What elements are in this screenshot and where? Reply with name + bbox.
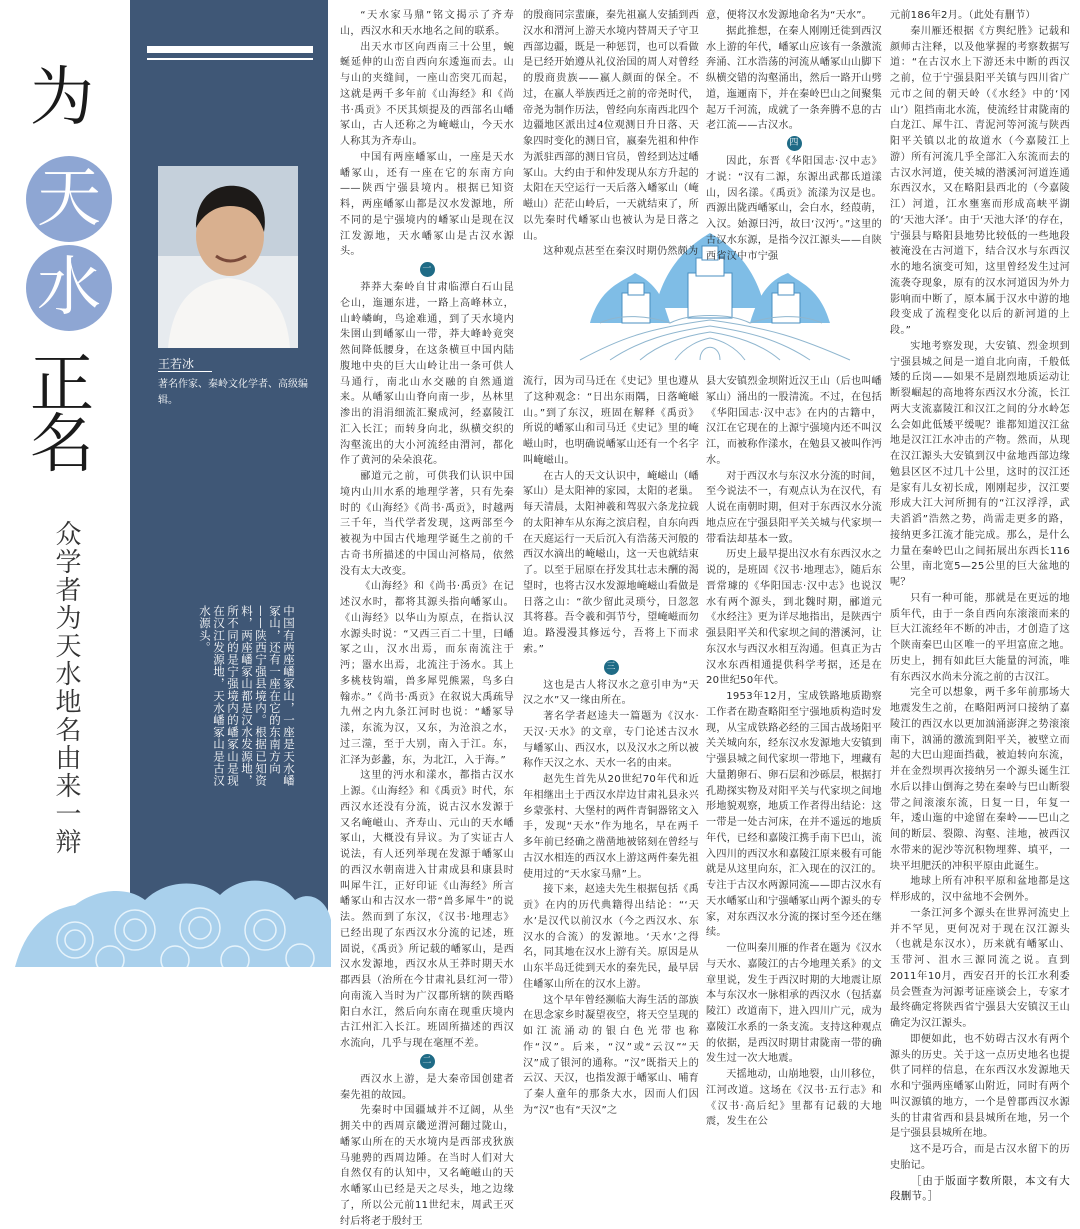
article-paragraph: 1953年12月，宝成铁路地质勘察工作者在勘查略阳至宁强地质构造时发现，从宝成铁路必经的三国古战场阳平关关城向东，经东汉水发源地大安镇到宁强县城之间代家坝一带地下，埋藏有大量鹅卵石、卵石层和沙砾层，根据打孔勘探实物及对阳平关与代家坝之间地形地貌观察，地质工作者得出结论：这一带是一处古河床，在并不遥远的地质年代，已经和嘉陵江携手南下巴山，流入四川的西汉水和嘉陵江原来极有可能就是从这里向东，汇入现在的汉江的。专注于古汉水两源同流——即古汉水有天水嶓冢山和宁强嶓冢山两个源头的专家，对东西汉水分流的探讨至今还在继续。 [706, 691, 882, 939]
author-name: 王若冰 [158, 357, 195, 371]
article-paragraph: 赵先生首先从20世纪70年代和近年相继出土于西汉水岸边甘肃礼县永兴乡蒙张村、大堡村的两件青铜器铭文入手，发现“天水”作为地名，早在两千多年前已经确之凿凿地被铭刻在曾经与古汉水相连的西汉水上游这两件秦先祖使用过的“天水家马鼎”上。 [523, 774, 699, 880]
article-paragraph: 西汉水上游，是大秦帝国创建者秦先祖的故园。 [340, 1073, 514, 1101]
divider [158, 371, 212, 372]
editor-note: ［由于版面字数所限，本文有大段删节。］ [890, 1174, 1070, 1203]
article-column-2-bottom [523, 374, 699, 1119]
article-paragraph: 一位叫秦川雁的作者在题为《汉水与天水、嘉陵江的古今地理关系》的文章里说，发生于西汉时期的大地震让原本与东汉水一脉相承的西汉水（包括嘉陵江）改道南下，进入四川广元，成为嘉陵江水系的一条支流。支持这种观点的依据，是西汉时期甘肃陇南一带的确发生过一次大地震。 [706, 943, 882, 1065]
article-paragraph: 著名学者赵逵夫一篇题为《汉水·天汉·天水》的文章，专门论述古汉水与嶓冢山、西汉水，以及汉水之所以被称作天汉之水、天水一名的由来。 [523, 711, 699, 770]
article-paragraph: 这种观点甚至在秦汉时期仍然颇为 [543, 246, 699, 258]
article-paragraph: 这不是巧合，而是古汉水留下的历史胎记。 [890, 1144, 1070, 1171]
subheadline: 众学者为天水地名由来一辩 [51, 520, 81, 856]
article-paragraph: 这也是古人将汉水之意引申为“天汉之水”又一缘由所在。 [523, 679, 699, 707]
article-column-4 [890, 8, 1070, 1205]
article-paragraph: 因此，东晋《华阳国志·汉中志》才说：“汉有二源，东源出武都氐道漾山，因名漾。《禹贡》流漾为汉是也。西源出陇西嶓冢山，会白水，经葭萌，入汉。始源曰沔，故曰‘汉沔’。”这里的古汉水东源，是指今汉江源头——自陕西省汉中市宁强 [706, 156, 882, 262]
decorative-rule [147, 58, 313, 60]
article-paragraph: 先秦时中国疆域并不辽阔，从坐拥关中的西周京畿逆渭河翻过陇山，嶓冢山所在的天水境内是西部戎狄族马驰骋的西周边陲。在当时人们对大自然仅有的认知中，又名崦嵫山的天水嶓冢山已经是天之尽头，地之边缘了，所以公元前11世纪末，周武王灭纣后将老于殷纣王 [340, 1105, 514, 1227]
article-column-3-bottom [706, 374, 882, 1130]
headline-strip [0, 0, 130, 967]
section-number-marker: 四 [787, 136, 802, 151]
author-photo [158, 166, 298, 348]
section-number-marker: 二 [420, 1054, 435, 1069]
section-number-marker: 一 [420, 262, 435, 277]
article-paragraph: 县大安镇烈金坝附近汉王山（后也叫嶓冢山）涌出的一股清流。不过，在包括《华阳国志·汉中志》在内的古籍中，汉江在它现在的上源宁强境内还不叫汉江，而被称作漾水，在勉县又被叫作沔水。 [706, 376, 882, 466]
article-column-1 [340, 8, 514, 1229]
headline-char-circled: 水 [26, 245, 112, 331]
article-column-2-top [523, 8, 699, 260]
article-paragraph: 这里的沔水和漾水，都指古汉水上源。《山海经》和《禹贡》时代，东西汉水还没有分流，说古汉水发源于又名崦嵫山、齐寿山、元山的天水嶓冢山，大概没有异议。为了实证古人说法，有人还列举现在发源于嶓冢山的西汉水朝南进入甘肃成县和康县时叫犀牛江，正好印证《山海经》所言嶓冢山和古汉水一带“兽多犀牛”的说法。然而到了东汉，《汉书·地理志》已经出现了东西汉水分流的记述，班固说，《禹贡》所记载的嶓冢山，是西汉水发源地，西汉水从王莽时期天水郡西县（治所在今甘肃礼县红河一带）向南流入当时为广汉郡所辖的陕西略阳白水江，然后向东南在现重庆境内古江州汇入长江。班固所描述的西汉水流向，几乎与现在毫厘不差。 [340, 770, 514, 1049]
headline-char-circled: 天 [26, 156, 112, 242]
article-paragraph: 郦道元之前，可供我们认识中国境内山川水系的地理学著，只有先秦时的《山海经》《尚书·禹贡》，时越两三千年，当代学者发现，这两部至今被视为中国古代地理学诞生之前的千古奇书所描述的中国山河格局，依然没有太大改变。 [340, 471, 514, 577]
headline-char: 正 [30, 348, 94, 422]
article-paragraph: 秦川雁还根据《方舆纪胜》记载和颜师古注释，以及他掌握的考察数据写道：“在古汉水上下游还未中断的西汉之前，位于宁强县阳平关镇与四川省广元市之间的朝天岭（《水经》中的‘冈山’）阻挡南北水流，使流经甘肃陇南的白龙江、犀牛江、青泥河等河流与陕西阳平关镇以北的故道水（今嘉陵江上游）所有河流几乎全部汇入东流而去的古汉水河道，使关城的潜溪河河道连通东西汉水，又在略阳县西北的（今嘉陵江）河道，江水壅塞而形成高峡平湖的‘天池大泽’。由于‘天池大泽’的存在，宁强县与略阳县地势比较低的一些地段被淹没在古河道下，结合汉水与东西汉水的地名演变可知，这里曾经发生过河流袭夺现象，原有的汉水河道因为外力影响而中断了，原本属于汉水中游的地段变成了流程变化以后的新河道的上段。” [890, 25, 1070, 336]
author-panel [130, 0, 328, 967]
wave-decoration [15, 860, 335, 967]
intro-text: 中国有两座嶓冢山，一座是天水嶓冢山，还有一座在它的东南方向——陕西宁强县境内。根据已知资料，两座嶓冢山都是汉水发源地，所不同的是宁强境内的嶓冢山是现在汉江发源地，天水嶓冢山是古汉水源头。 [198, 605, 296, 787]
article-paragraph: 对于西汉水与东汉水分流的时间，至今说法不一，有观点认为在汉代，有人说在南朝时期，但对于东西汉水分流地点应在宁强县阳平关关城与代家坝一带看法却基本一致。 [706, 470, 882, 545]
article-paragraph: 这个早年曾经濒临大海生活的部族在思念家乡时凝望夜空，将天空呈现的如江流涌动的银白色光带也称作“汉”。后来，“汉”或“云汉”“天汉”成了银河的通称。“汉”既指天上的云汉、天汉，也指发源于嶓冢山、哺育了秦人童年的那条大水，因而人们因为“汉”也有“天汉”之 [523, 994, 699, 1116]
article-paragraph: 只有一种可能，那就是在更远的地质年代，由于一条自西向东滚滚而来的巨大江流经年不断的冲击，才创造了这个陕南秦巴山区唯一的平坦富庶之地。历史上，拥有如此巨大能量的河流，唯有东西汉水尚未分流之前的古汉江。 [890, 592, 1070, 683]
article-paragraph: 一条江河多个源头在世界河流史上并不罕见，更何况对于现在汉江源头（也就是东汉水），历来就有嶓冢山、玉带河、沮水三源同流之说。直到2011年10月，西安召开的长江水利委员会暨查为河源考证座谈会上，专家才最终确定将陕西省宁强县大安镇汉王山确定为汉江源头。 [890, 907, 1070, 1029]
article-paragraph: 据此推想，在秦人刚刚迁徙到西汉水上游的年代，嶓冢山应该有一条激流奔涌、江水浩荡的河流从嶓冢山山脚下纵横交错的沟壑涌出，然后一路开山劈道，迤逦南下，并在秦岭巴山之间聚集起万千河流，成就了一条奔腾不息的古老江流——古汉水。 [706, 25, 882, 132]
article-paragraph: 流行，因为司马迁在《史记》里也遵从了这种观念：“日出东雨隅，日落崦嵫山。”到了东汉，班固在解释《禹贡》所说的嶓冢山和司马迁《史记》里的崦嵫山时，也明确说嶓冢山还有一个名字叫崦嵫山。 [523, 376, 699, 466]
article-paragraph: 完全可以想象，两千多年前那场大地震发生之前，在略阳两河口接纳了嘉陵江的西汉水以更加汹涌澎湃之势滚滚南下，汹涌的激流到阳平关，被壁立而起的大巴山迎面挡截，被迫转向东流，并在金烈坝再次接纳另一个源头诞生江水后以排山倒海之势在秦岭与巴山断裂带之间滚滚东流，日复一日，年复一年，逶山迤的中途留在秦岭——巴山之间的断层、裂隙、沟壑、洼地，被西汉水带来的泥沙等沉积物埋葬、填平，一块平坦肥沃的冲积平原由此诞生。 [890, 687, 1070, 872]
article-paragraph: 地球上所有冲积平原和盆地都是这样形成的，汉中盆地不会例外。 [890, 876, 1070, 903]
article-paragraph: 莽莽大秦岭自甘肃临潭白石山昆仑山，迤逦东进，一路上高峰林立，山岭嶙峋，鸟途难通，到了天水境内朱圉山到嶓冢山一带，莽大峰岭竟突然间降低腰身，在这条横亘中国内陆腹地中央的巨大山岭让出一条可供人马通行，南北山水交融的自然通道来。从嶓冢山山脊向南一步，丛林里渗出的涓涓细流汇聚成河，经嘉陵江汇入长江；而转身向北，纵横交织的沟壑流出的大小河流经由渭河，都化作了黄河的朵朵浪花。 [340, 282, 514, 467]
decorative-rule [147, 46, 313, 53]
author-description: 著名作家、秦岭文化学者、高级编辑。 [158, 379, 308, 406]
article-paragraph: “天水家马鼎”铭文揭示了齐寿山，西汉水和天水地名之间的联系。 [340, 10, 514, 37]
headline-char: 为 [30, 61, 94, 135]
article-paragraph: 意，便将汉水发源地命名为“天水”。 [706, 10, 873, 21]
article-paragraph: 接下来，赵逵夫先生根据包括《禹贡》在内的历代典籍得出结论：“‘天水’是汉代以前汉水（今之西汉水、东汉水的合流）的发源地。‘天水’之得名，同其地在汉水上游有关。原因是从山东半岛迁徙到天水的秦先民，最早居住嶓冢山所在的汉水上游。 [523, 884, 699, 990]
article-paragraph: 中国有两座嶓冢山，一座是天水嶓冢山，还有一座在它的东南方向——陕西宁强县境内。根据已知资料，两座嶓冢山都是汉水发源地，所不同的是宁强境内的嶓冢山是现在汉江发源地，天水嶓冢山是古汉水源头。 [340, 151, 514, 258]
article-paragraph: 《山海经》和《尚书·禹贡》在记述汉水时，都将其源头指向嶓冢山。《山海经》以华山为原点，在指认汉水源头时说：“又西三百二十里，曰嶓冢之山，汉水出焉，而东南流注于沔；嚣水出焉，北流注于汤水。其上多桃枝钩端，兽多犀兕熊罴，鸟多白翰赤。”《尚书·禹贡》在叙说大禹疏导九州之内九条江河时也说：“嶓冢导漾，东流为汉，又东，为沧浪之水，过三澨，至于大别，南入于江。东，汇泽为彭蠡，东，为北江，入于海。” [340, 581, 514, 766]
headline-char: 名 [30, 408, 94, 482]
article-paragraph: 历史上最早提出汉水有东西汉水之说的，是班固《汉书·地理志》，随后东晋常璩的《华阳国志·汉中志》也说汉水有两个源头，到北魏时期，郦道元《水经注》更为详尽地指出，是陕西宁强县阳平关和代家坝之间的潜溪河，让东汉水与西汉水相互沟通。但真正为古汉水东西相通提供科学考据，还是在20世纪50年代。 [706, 549, 882, 687]
article-paragraph: 即便如此，也不妨碍古汉水有两个源头的历史。关于这一点历史地名也提供了同样的信息，在东西汉水发源地天水和宁强两座嶓冢山附近，同时有两个叫汉源镇的地方，一个是曾郡西汉水源头的甘肃省西和县县城所在地，另一个是宁强县县城所在地。 [890, 1033, 1070, 1140]
article-paragraph: 的殷商同宗蜚廉，秦先祖嬴人安插到西汉水和渭河上游天水境内替周天子守卫西部边疆，既是一种惩罚，也可以看做是已经开始遵从礼仪治国的周人对曾经的殷商贵族——嬴人颜面的保全。不过，在嬴人举族西迁之前的帝尧时代，帝尧为制作历法，曾经向东南西北四个边疆地区派出过4位观测日升日落、天象四时变化的测日官，嬴秦先祖和仲作为派驻西部的测日官员，曾经到达过嶓冢山。大约由于和仲发现从东方升起的太阳在天空运行一天后落入嶓冢山（崦嵫山）茫茫山岭后，一天就结束了，所以先秦时代嶓冢山也被认为是日落之山。 [523, 10, 699, 242]
article-paragraph: 实地考察发现，大安镇、烈金坝到宁强县城之间是一道自北向南，千般低矮的丘岗——如果不是剧烈地质运动让断裂崛起的高地将东西汉水分流，长江两大支流嘉陵江和汉江之间的分水岭怎么会如此低矮平缓呢？谁都知道汉江盆地是汉江江水冲击的产物。然而，从现在汉江源头大安镇到汉中盆地西部边缘勉县区区不过几十公里，这时的汉江还是家有儿女初长成，刚刚起步，汉江要形成大江大河所拥有的“江汉浮浮，武夫滔滔”浩然之势，尚需走更多的路，接纳更多江流才能完成。那么，是什么力量在秦岭巴山之间拓展出东西长116公里，南北宽5—25公里的巨大盆地的呢？ [890, 340, 1070, 588]
article-paragraph: 出天水市区向西南三十公里，蜿蜒延伸的山峦自西向东逶迤而去。山与山的夹缝间，一座山峦突兀而起，这就是两千多年前《山海经》和《尚书·禹贡》不厌其烦提及的西部名山嶓冢山，古人还称之为崦嵫山，今天水人称其为齐寿山。 [340, 41, 514, 147]
article-column-3-top [706, 8, 882, 264]
article-paragraph: 元前186年2月。（此处有删节） [890, 10, 1036, 21]
section-number-marker: 三 [604, 660, 619, 675]
article-paragraph: 天摇地动，山崩地裂，山川移位，江河改道。这场在《汉书·五行志》和《汉书·高后纪》里都有记载的大地震，发生在公 [706, 1069, 882, 1128]
article-paragraph: 在古人的天文认识中，崦嵫山（嶓冢山）是太阳神的家园，太阳的老巢。每天清晨，太阳神羲和驾驭六条龙拉载的太阳神车从东海之滨启程，自东向西在天庭运行一天后沉入有浩荡天河般的西汉水滴出的崦嵫山，这一天也就结束了。以至于屈原在抒发其壮志未酬的渴望时，也将古汉水发源地崦嵫山看做是日落之山：“欲少留此灵琐兮，日忽忽其将暮。吾令羲和弭节兮，望崦嵫而勿迫。路漫漫其修远兮，吾将上下而求索。” [523, 470, 699, 655]
